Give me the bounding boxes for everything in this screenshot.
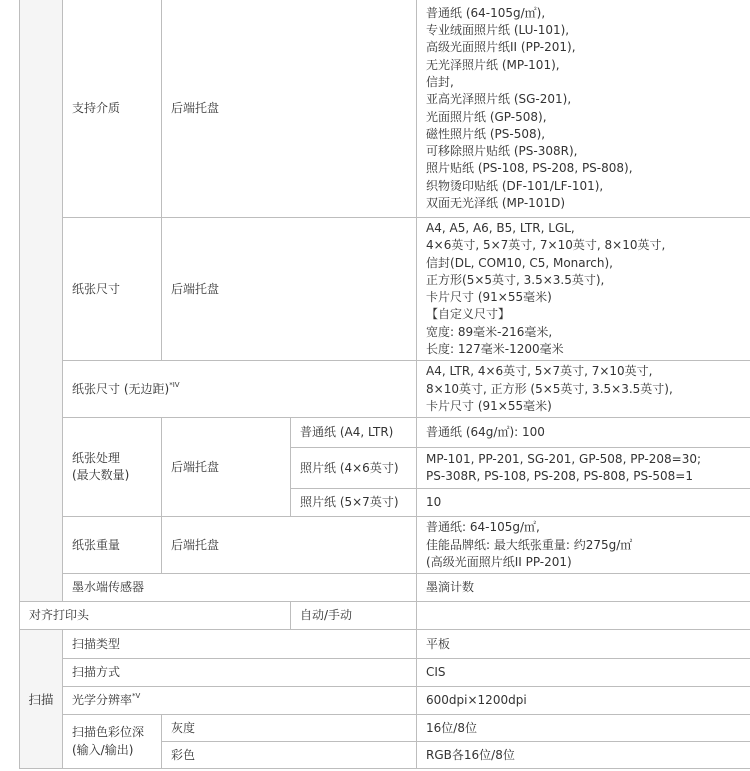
media-value: 光面照片纸 (GP-508), <box>426 109 547 124</box>
handling-type: 照片纸 (4×6英寸) <box>291 448 417 489</box>
media-label: 支持介质 <box>63 0 162 218</box>
borderless-value: 卡片尺寸 (91×55毫米) <box>426 399 552 414</box>
scan-resolution-value: 600dpi×1200dpi <box>417 687 750 715</box>
borderless-label-cell <box>63 361 417 418</box>
scan-method-row <box>20 659 750 687</box>
weight-value: 佳能品牌纸: 最大纸张重量: 约275g/㎡ <box>426 537 633 552</box>
weight-label: 纸张重量 <box>63 517 162 574</box>
handling-type: 照片纸 (5×7英寸) <box>291 489 417 517</box>
scan-method-value: CIS <box>417 659 750 687</box>
media-value: 无光泽照片纸 (MP-101), <box>426 57 560 72</box>
borderless-row <box>20 361 750 418</box>
handling-value-line: MP-101, PP-201, SG-201, GP-508, PP-208=30; <box>426 452 702 467</box>
scan-resolution-row <box>20 687 750 715</box>
weight-source: 后端托盘 <box>162 517 417 574</box>
media-source: 后端托盘 <box>162 0 417 218</box>
handling-row <box>20 418 750 448</box>
media-value: 可移除照片贴纸 (PS-308R), <box>426 144 578 159</box>
scan-depth-gray-row <box>20 715 750 742</box>
handling-value <box>417 448 750 489</box>
paper-size-value: 4×6英寸, 5×7英寸, 7×10英寸, 8×10英寸, <box>426 238 666 253</box>
paper-size-value: 信封(DL, COM10, C5, Monarch), <box>426 255 613 270</box>
media-value: 织物烫印贴纸 (DF-101/LF-101), <box>426 178 604 193</box>
paper-size-value: 长度: 127毫米-1200毫米 <box>426 342 564 357</box>
scan-depth-label-line2: (输入/输出) <box>72 742 134 757</box>
handling-type: 普通纸 (A4, LTR) <box>291 418 417 448</box>
media-value: 普通纸 (64-105g/㎡), <box>426 5 546 20</box>
scan-resolution-label-cell <box>63 687 417 715</box>
ink-sensor-label: 墨水端传感器 <box>63 574 417 602</box>
scan-type-value: 平板 <box>417 630 750 659</box>
handling-source: 后端托盘 <box>162 418 291 517</box>
borderless-label: 纸张尺寸 (无边距) <box>72 381 170 396</box>
scan-type-label: 扫描类型 <box>63 630 417 659</box>
handling-label-line2: (最大数量) <box>72 468 130 483</box>
spec-table <box>19 0 750 769</box>
scan-resolution-label: 光学分辨率 <box>72 693 133 708</box>
handling-label <box>63 418 162 517</box>
scan-method-label: 扫描方式 <box>63 659 417 687</box>
handling-label-line1: 纸张处理 <box>72 451 121 466</box>
paper-size-value: 正方形(5×5英寸, 3.5×3.5英寸), <box>426 272 605 287</box>
handling-value: 普通纸 (64g/㎡): 100 <box>417 418 750 448</box>
media-value: 信封, <box>426 74 454 89</box>
borderless-note: *IV <box>169 380 180 389</box>
scan-type-row <box>20 630 750 659</box>
paper-size-values <box>417 218 750 361</box>
scan-depth-gray-value: 16位/8位 <box>417 715 750 742</box>
ink-sensor-row <box>20 574 750 602</box>
media-value: 照片贴纸 (PS-108, PS-208, PS-808), <box>426 161 633 176</box>
borderless-value: 8×10英寸, 正方形 (5×5英寸, 3.5×3.5英寸), <box>426 381 673 396</box>
borderless-values <box>417 361 750 418</box>
weight-value: (高级光面照片纸II PP-201) <box>426 554 572 569</box>
paper-size-value: 宽度: 89毫米-216毫米, <box>426 324 553 339</box>
ink-sensor-value: 墨滴计数 <box>417 574 750 602</box>
media-value: 高级光面照片纸II (PP-201), <box>426 40 576 55</box>
scan-depth-label <box>63 715 162 769</box>
scan-resolution-note: *V <box>132 692 141 701</box>
paper-size-value: 【自定义尺寸】 <box>426 307 511 322</box>
head-align-label: 对齐打印头 <box>20 602 291 630</box>
weight-row <box>20 517 750 574</box>
scan-depth-gray-label: 灰度 <box>162 715 417 742</box>
handling-value: 10 <box>417 489 750 517</box>
print-category-cell <box>20 0 63 602</box>
media-values <box>417 0 750 218</box>
media-value: 双面无光泽纸 (MP-101D) <box>426 195 565 210</box>
media-value: 亚高光泽照片纸 (SG-201), <box>426 92 572 107</box>
weight-value: 普通纸: 64-105g/㎡, <box>426 520 540 535</box>
scan-category: 扫描 <box>20 630 63 769</box>
head-align-value: 自动/手动 <box>291 602 417 630</box>
paper-size-row <box>20 218 750 361</box>
paper-size-value: A4, A5, A6, B5, LTR, LGL, <box>426 221 575 235</box>
head-align-row <box>20 602 750 630</box>
media-row <box>20 0 750 218</box>
scan-depth-color-value: RGB各16位/8位 <box>417 742 750 769</box>
media-value: 磁性照片纸 (PS-508), <box>426 126 546 141</box>
paper-size-label: 纸张尺寸 <box>63 218 162 361</box>
weight-values <box>417 517 750 574</box>
borderless-value: A4, LTR, 4×6英寸, 5×7英寸, 7×10英寸, <box>426 364 653 379</box>
scan-depth-color-label: 彩色 <box>162 742 417 769</box>
handling-value-line: PS-308R, PS-108, PS-208, PS-808, PS-508=1 <box>426 469 693 484</box>
media-value: 专业绒面照片纸 (LU-101), <box>426 23 570 38</box>
scan-depth-label-line1: 扫描色彩位深 <box>72 725 145 740</box>
paper-size-value: 卡片尺寸 (91×55毫米) <box>426 290 552 305</box>
paper-size-source: 后端托盘 <box>162 218 417 361</box>
